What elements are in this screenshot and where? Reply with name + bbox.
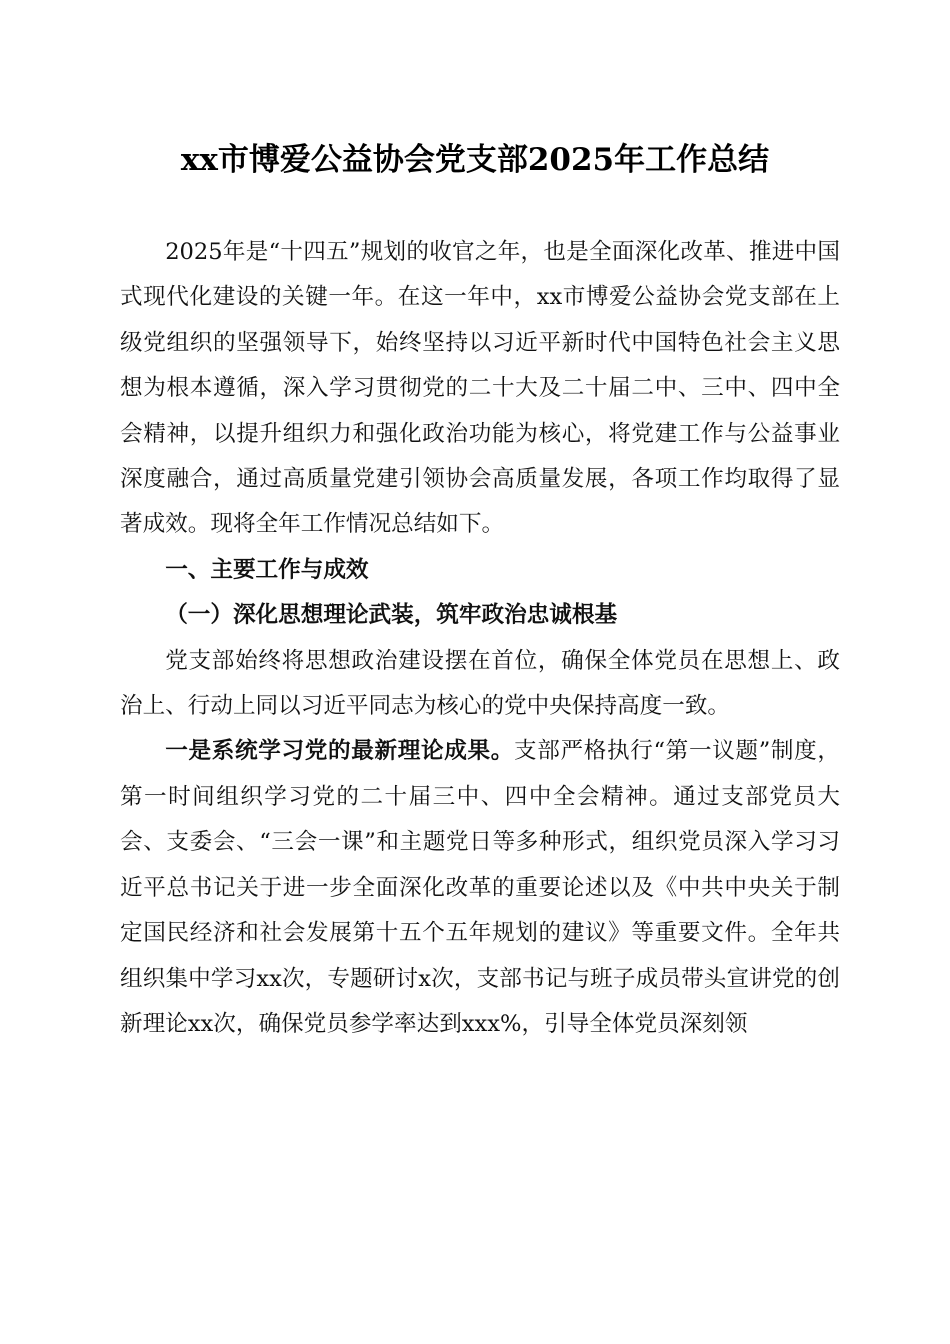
- document-body: [120, 230, 840, 1047]
- intro-paragraph: 2025年是“十四五”规划的收官之年，也是全面深化改革、推进中国式现代化建设的关键一年。在这一年中，xx市博爱公益协会党支部在上级党组织的坚强领导下，始终坚持以习近平新时代中国特色社会主义思想为根本遵循，深入学习贯彻党的二十大及二十届二中、三中、四中全会精神，以提升组织力和强化政治功能为核心，将党建工作与公益事业深度融合，通过高质量党建引领协会高质量发展，各项工作均取得了显著成效。现将全年工作情况总结如下。: [120, 239, 840, 538]
- section-heading-1: 一、主要工作与成效: [165, 556, 369, 583]
- subsection-paragraph-1: 党支部始终将思想政治建设摆在首位，确保全体党员在思想上、政治上、行动上同以习近平同志为核心的党中央保持高度一致。: [120, 647, 840, 720]
- point-body-1: 支部严格执行“第一议题”制度，第一时间组织学习党的二十届三中、四中全会精神。通过支部党员大会、支委会、“三会一课”和主题党日等多种形式，组织党员深入学习习近平总书记关于进一步全面深化改革的重要论述以及《中共中央关于制定国民经济和社会发展第十五个五年规划的建议》等重要文件。全年共组织集中学习xx次，专题研讨x次，支部书记与班子成员带头宣讲党的创新理论xx次，确保党员参学率达到xxx%，引导全体党员深刻领: [120, 738, 840, 1037]
- point-lead-1: 一是系统学习党的最新理论成果。: [165, 738, 514, 765]
- point-paragraph-1: [120, 729, 840, 1047]
- subsection-heading-1: （一）深化思想理论武装，筑牢政治忠诚根基: [165, 602, 618, 629]
- document-title: xx市博爱公益协会党支部2025年工作总结: [180, 142, 770, 178]
